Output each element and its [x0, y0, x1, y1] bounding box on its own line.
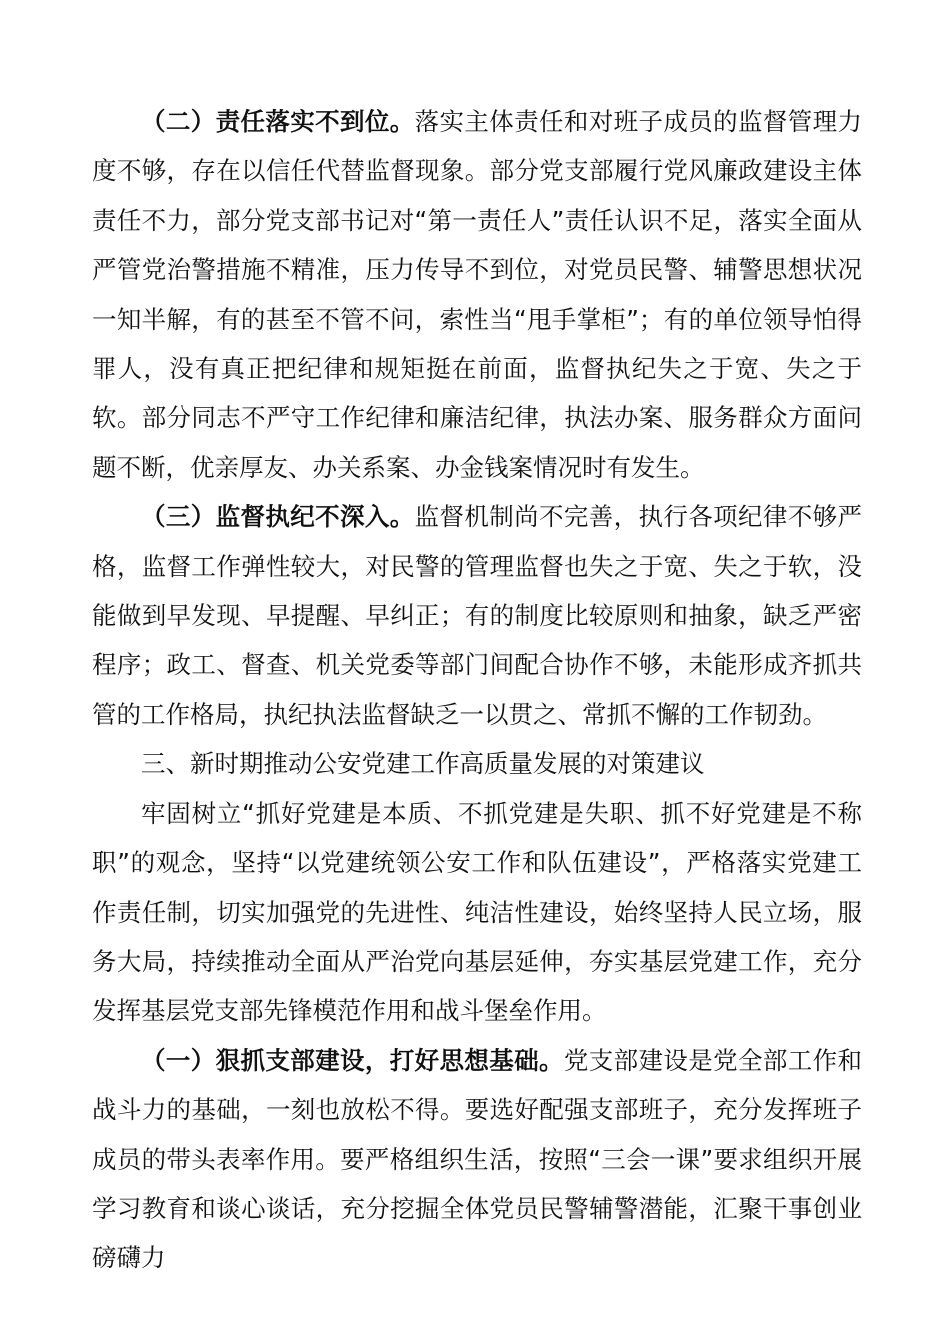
paragraph-heading: （一）狠抓支部建设，打好思想基础。 — [141, 1045, 564, 1075]
paragraph-intro — [92, 789, 862, 1036]
section-title — [92, 739, 862, 788]
document-body — [92, 97, 862, 1283]
paragraph-heading: （二）责任落实不到位。 — [141, 107, 415, 136]
paragraph-supervision — [92, 492, 862, 739]
paragraph-text: 牢固树立“抓好党建是本质、不抓党建是失职、抓不好党建是不称职”的观念，坚持“以党建统领公安工作和队伍建设”，严格落实党建工作责任制，切实加强党的先进性、纯洁性建设，始终坚持人民立场，服务大局，持续推动全面从严治党向基层延伸，夯实基层党建工作，充分发挥基层党支部先锋模范作用和战斗堡垒作用。 — [92, 798, 862, 1026]
paragraph-responsibility — [92, 97, 862, 492]
paragraph-text: 落实主体责任和对班子成员的监督管理力度不够，存在以信任代替监督现象。部分党支部履行党风廉政建设主体责任不力，部分党支部书记对“第一责任人”责任认识不足，落实全面从严管党治警措施不精准，压力传导不到位，对党员民警、辅警思想状况一知半解，有的甚至不管不问，索性当“甩手掌柜”；有的单位领导怕得罪人，没有真正把纪律和规矩挺在前面，监督执纪失之于宽、失之于软。部分同志不严守工作纪律和廉洁纪律，执法办案、服务群众方面问题不断，优亲厚友、办关系案、办金钱案情况时有发生。 — [92, 107, 862, 482]
paragraph-branch-building — [92, 1036, 862, 1283]
paragraph-text: 监督机制尚不完善，执行各项纪律不够严格，监督工作弹性较大，对民警的管理监督也失之于宽、失之于软，没能做到早发现、早提醒、早纠正；有的制度比较原则和抽象，缺乏严密程序；政工、督查、机关党委等部门间配合协作不够，未能形成齐抓共管的工作格局，执纪执法监督缺乏一以贯之、常抓不懈的工作韧劲。 — [92, 502, 862, 729]
paragraph-heading: （三）监督执纪不深入。 — [141, 502, 415, 532]
section-title-text: 三、新时期推动公安党建工作高质量发展的对策建议 — [141, 749, 705, 779]
paragraph-text: 党支部建设是党全部工作和战斗力的基础，一刻也放松不得。要选好配强支部班子，充分发挥班子成员的带头表率作用。要严格组织生活，按照“三会一课”要求组织开展学习教育和谈心谈话，充分挖掘全体党员民警辅警潜能，汇聚干事创业磅礴力 — [92, 1045, 862, 1273]
